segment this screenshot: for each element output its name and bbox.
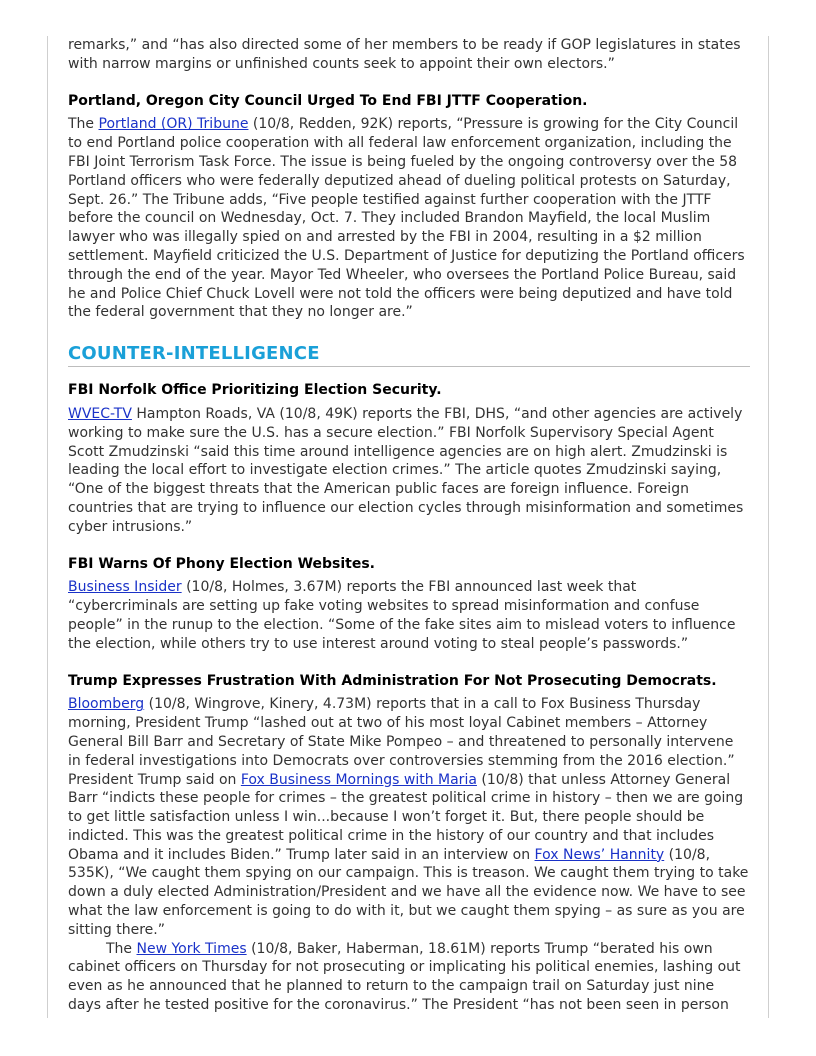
article-paragraph [68, 940, 750, 1015]
article-trump [68, 672, 750, 1015]
article-headline: FBI Norfolk Office Prioritizing Election Security. [68, 382, 442, 399]
article-text: (10/8, Redden, 92K) reports, “Pressure is growing for the City Council to end Portland police cooperation with all federal law enforcement organization, including the FBI Joint Terrorism Task Force. The issue is being fueled by the ongoing controversy over the 58 Portland officers who were federally deputized ahead of dueling political protests on Saturday, Sept. 26.” The Tribune adds, “Five people testified against further cooperation with the JTTF before the council on Wednesday, Oct. 7. They included Brandon Mayfield, the local Muslim lawyer who was illegally spied on and arrested by the FBI in 2004, resulting in a $2 million settlement. Mayfield criticized the U.S. Department of Justice for deputizing the Portland officers through the end of the year. Mayor Ted Wheeler, who oversees the Portland Police Bureau, said he and Police Chief Chuck Lovell were not told the officers were being deputized and have told the federal government that they no longer are.” [68, 116, 745, 321]
source-link-bloomberg[interactable]: Bloomberg [68, 696, 145, 713]
section-heading: COUNTER-INTELLIGENCE [68, 342, 750, 367]
article-phony-websites [68, 555, 750, 654]
article-text: The [106, 940, 137, 957]
article-text: The [68, 116, 99, 133]
article-paragraph [68, 405, 750, 537]
document-body [68, 36, 750, 1015]
article-portland [68, 92, 750, 323]
source-link-wvec-tv[interactable]: WVEC-TV [68, 405, 132, 422]
article-norfolk [68, 381, 750, 536]
article-text: Hampton Roads, VA (10/8, 49K) reports the FBI, DHS, “and other agencies are actively working to make sure the U.S. has a secure election.” FBI Norfolk Supervisory Special Agent Scott Zmudzinski “said this time around intelligence agencies are on high alert. Zmudzinski is leading the local effort to investigate election crimes.” The article quotes Zmudzinski saying, “One of the biggest threats that the American public faces are foreign influence. Foreign countries that are trying to influence our election cycles through misinformation and sometimes cyber intrusions.” [68, 405, 744, 535]
source-link-fox-business[interactable]: Fox Business Mornings with Maria [240, 771, 477, 788]
source-link-fox-hannity[interactable]: Fox News’ Hannity [534, 846, 665, 863]
article-headline: FBI Warns Of Phony Election Websites. [68, 555, 376, 572]
article-paragraph [68, 115, 750, 322]
article-text: (10/8, Holmes, 3.67M) reports the FBI announced last week that “cybercriminals are setting up fake voting websites to spread misinformation and confuse people” in the runup to the election. “Some of the fake sites aim to mislead voters to influence the election, while others try to use interest around voting to steal people’s passwords.” [68, 579, 736, 652]
article-text: (10/8) that unless Attorney General Barr “indicts these people for crimes – the greatest political crime in history – then we are going to get little satisfaction unless I win...because I won’t forget it. But, there people should be indicted. This was the greatest political crime in the history of our country and that includes Obama and it includes Biden.” Trump later said in an interview on [68, 771, 744, 863]
source-link-portland-tribune[interactable]: Portland (OR) Tribune [98, 116, 249, 133]
article-text: (10/8, 535K), “We caught them spying on our campaign. This is treason. We caught them trying to take down a duly elected Administration/President and we have all the evidence now. We have to see what the law enforcement is going to do with it, but we caught them spying – as sure as you are sitting there.” [68, 846, 749, 938]
right-margin-rule [768, 36, 769, 1018]
article-text: (10/8, Baker, Haberman, 18.61M) reports Trump “berated his own cabinet officers on Thursday for not prosecuting or implicating his political enemies, lashing out even as he announced that he planned to return to the campaign trail on Saturday just nine days after he tested positive for the coronavirus.” The President “has not been seen in person [68, 940, 741, 1014]
article-text: (10/8, Wingrove, Kinery, 4.73M) reports that in a call to Fox Business Thursday morning, President Trump “lashed out at two of his most loyal Cabinet members – Attorney General Bill Barr and Secretary of State Mike Pompeo – and threatened to personally intervene in federal investigations into Democrats over controversies stemming from the 2016 election.” President Trump said on [68, 696, 735, 788]
source-link-new-york-times[interactable]: New York Times [136, 940, 247, 957]
article-paragraph [68, 695, 750, 939]
continuation-paragraph: remarks,” and “has also directed some of her members to be ready if GOP legislatures in states with narrow margins or unfinished counts seek to appoint their own electors.” [68, 37, 741, 72]
article-headline: Portland, Oregon City Council Urged To End FBI JTTF Cooperation. [68, 92, 588, 109]
left-margin-rule [47, 36, 48, 1018]
source-link-business-insider[interactable]: Business Insider [68, 579, 182, 596]
article-paragraph [68, 578, 750, 653]
article-headline: Trump Expresses Frustration With Administration For Not Prosecuting Democrats. [68, 672, 717, 689]
